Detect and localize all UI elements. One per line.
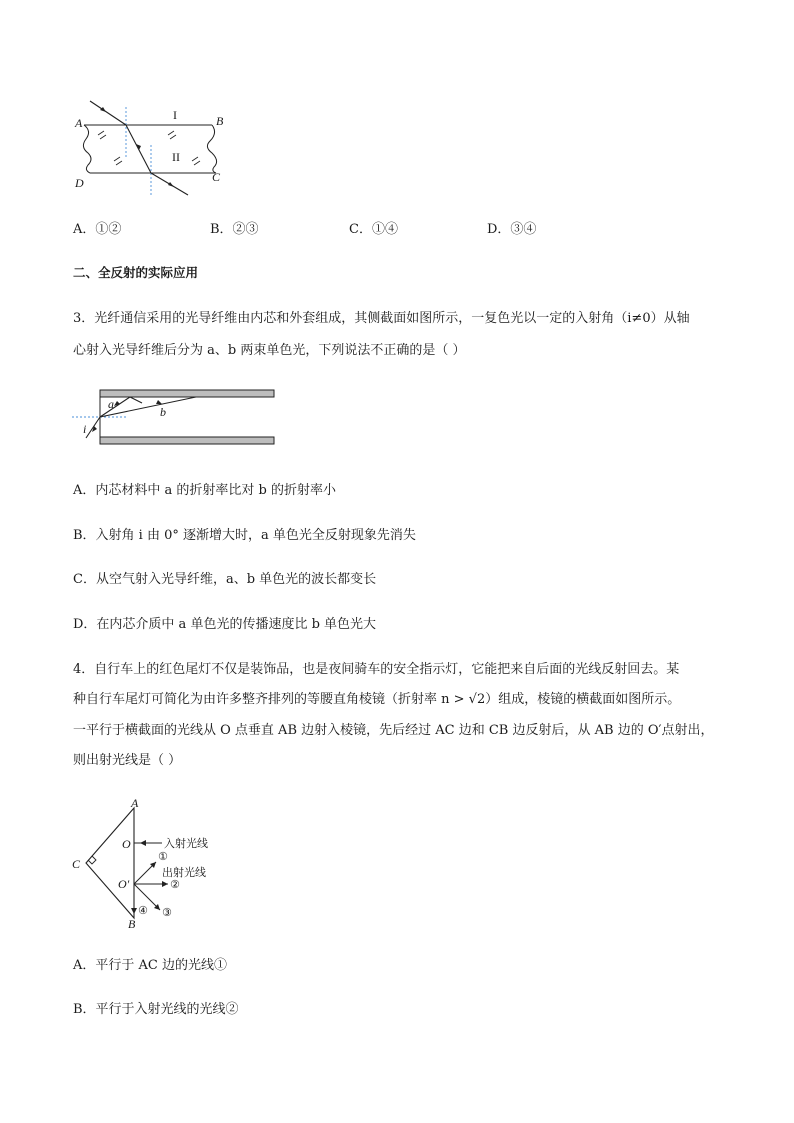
q3-option-d[interactable]: D．在内芯介质中 a 单色光的传播速度比 b 单色光大 [73, 617, 377, 632]
q4-stem-line4: 则出射光线是（ ） [73, 753, 182, 768]
label-incident-ray: 入射光线 [164, 837, 208, 850]
label-ray-3: ③ [162, 906, 172, 919]
label-O-prime: O′ [118, 877, 130, 891]
q4-option-a[interactable]: A．平行于 AC 边的光线① [73, 958, 227, 973]
label-O: O [122, 837, 131, 851]
q4-stem-line1: 4．自行车上的红色尾灯不仅是装饰品，也是夜间骑车的安全指示灯，它能把来自后面的光线反射回去。某 [73, 662, 680, 677]
q2-option-d[interactable]: D．③④ [487, 222, 537, 237]
label-II: II [172, 150, 180, 164]
label-D: D [75, 176, 84, 190]
q3-option-b[interactable]: B．入射角 i 由 0° 逐渐增大时，a 单色光全反射现象先消失 [73, 528, 416, 543]
label-C: C [212, 170, 221, 184]
q2-option-a[interactable]: A．①② [73, 222, 122, 237]
label-B: B [216, 114, 224, 128]
section-heading: 二、全反射的实际应用 [73, 265, 199, 280]
label-a: a [108, 397, 114, 411]
label-A: A [75, 116, 83, 130]
q4-stem-line3: 一平行于横截面的光线从 O 点垂直 AB 边射入棱镜，先后经过 AC 边和 CB 边反射后，从 AB 边的 O′点射出， [73, 723, 714, 738]
label-prism-A: A [131, 796, 139, 810]
q2-option-c[interactable]: C．①④ [349, 222, 398, 237]
label-exit-ray: 出射光线 [162, 866, 206, 879]
label-b: b [160, 405, 166, 419]
q3-stem-line1: 3．光纤通信采用的光导纤维由内芯和外套组成，其侧截面如图所示，一复色光以一定的入射角（i≠0）从轴 [73, 311, 690, 326]
label-ray-1: ① [158, 850, 168, 863]
q2-option-b[interactable]: B．②③ [210, 222, 259, 237]
slab-refraction-diagram [70, 95, 230, 200]
label-I: I [173, 108, 177, 122]
q3-option-a[interactable]: A．内芯材料中 a 的折射率比对 b 的折射率小 [73, 483, 336, 498]
label-prism-C: C [72, 857, 81, 871]
label-prism-B: B [128, 917, 136, 931]
prism-diagram [70, 796, 230, 932]
q3-option-c[interactable]: C．从空气射入光导纤维，a、b 单色光的波长都变长 [73, 572, 377, 587]
label-i: i [83, 422, 87, 436]
optical-fiber-diagram [72, 386, 282, 446]
q4-stem-line2: 种自行车尾灯可简化为由许多整齐排列的等腰直角棱镜（折射率 n > √2）组成，棱镜的横截面如图所示。 [73, 692, 681, 707]
label-ray-4: ④ [138, 904, 148, 917]
label-ray-2: ② [170, 878, 180, 891]
q4-option-b[interactable]: B．平行于入射光线的光线② [73, 1002, 239, 1017]
q3-stem-line2: 心射入光导纤维后分为 a、b 两束单色光，下列说法不正确的是（ ） [73, 343, 466, 358]
